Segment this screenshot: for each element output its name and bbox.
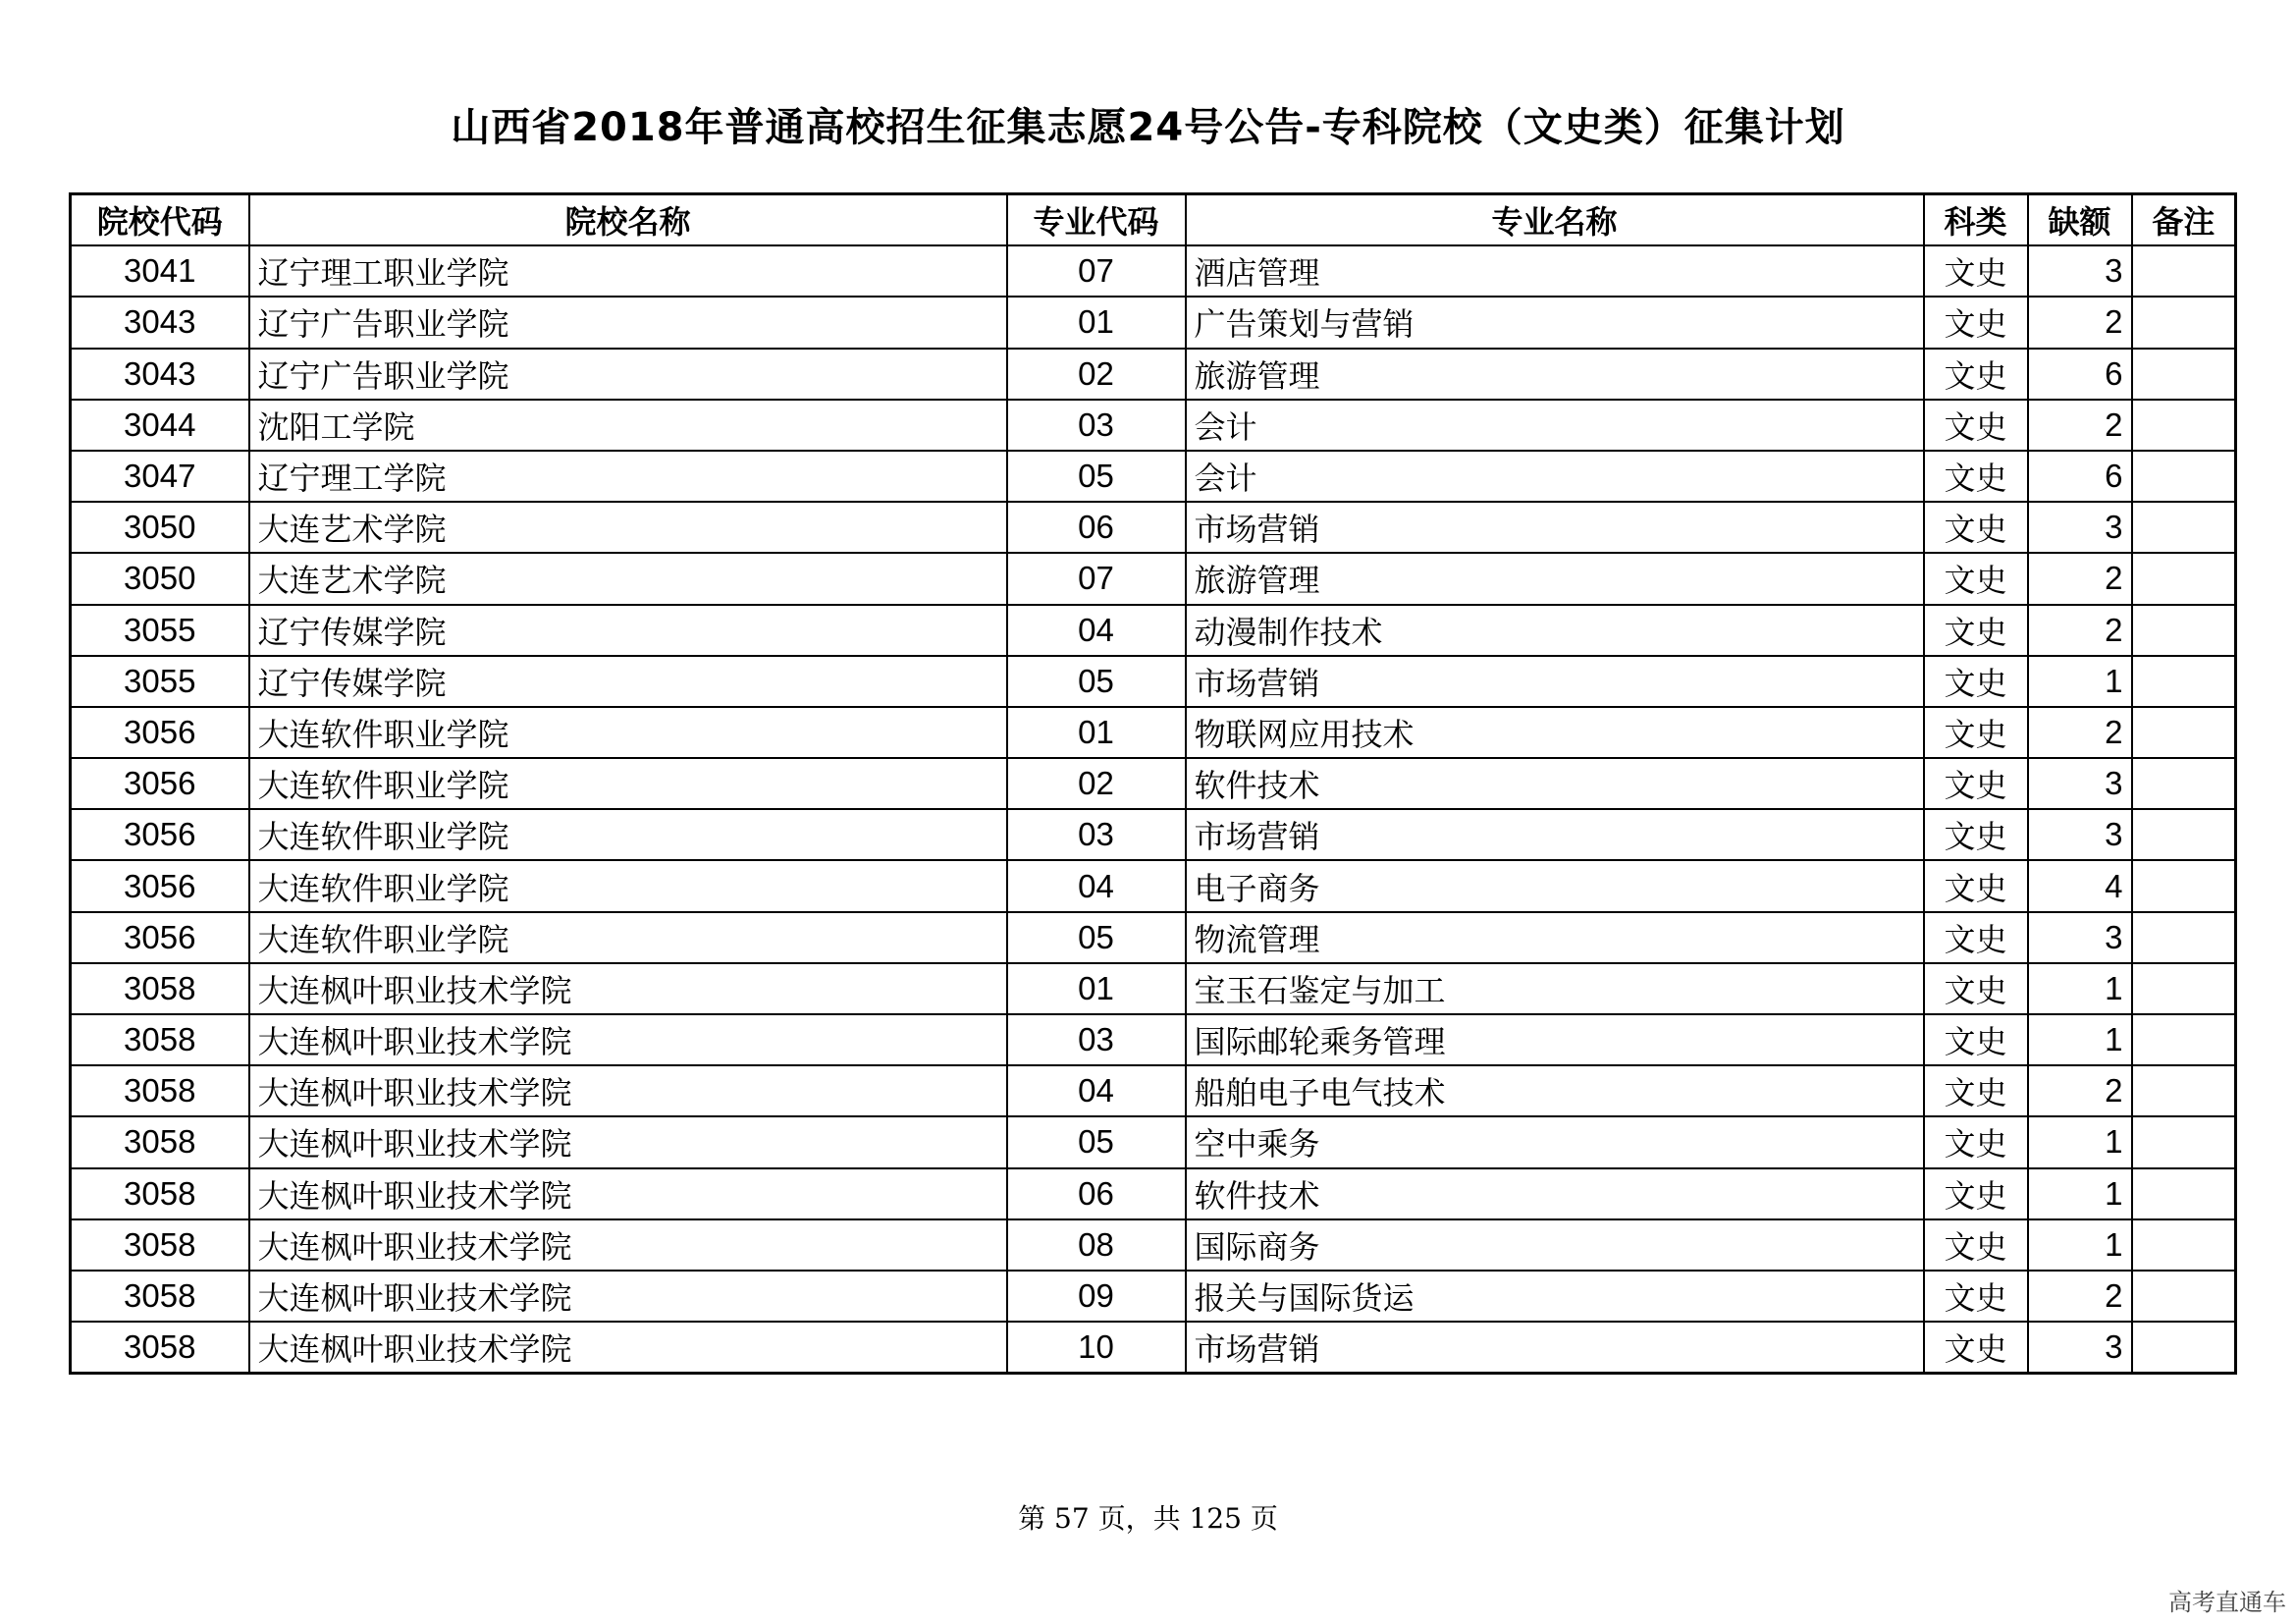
major-code-cell: 07 <box>1007 245 1186 297</box>
table-row <box>71 553 2236 604</box>
table-row <box>71 245 2236 297</box>
school-code-cell: 3056 <box>71 707 249 758</box>
school-name-cell: 大连枫叶职业技术学院 <box>249 1219 1007 1271</box>
school-code-cell: 3041 <box>71 245 249 297</box>
remark-cell <box>2132 349 2236 400</box>
school-name-cell: 大连枫叶职业技术学院 <box>249 1065 1007 1116</box>
vacancy-cell: 2 <box>2028 553 2132 604</box>
major-name-cell: 船舶电子电气技术 <box>1186 1065 1924 1116</box>
table-row <box>71 758 2236 809</box>
school-name-cell: 大连软件职业学院 <box>249 860 1007 911</box>
category-cell: 文史 <box>1924 912 2028 963</box>
major-code-cell: 07 <box>1007 553 1186 604</box>
remark-cell <box>2132 809 2236 860</box>
major-name-cell: 软件技术 <box>1186 758 1924 809</box>
vacancy-cell: 1 <box>2028 1014 2132 1065</box>
major-code-cell: 05 <box>1007 451 1186 502</box>
vacancy-cell: 3 <box>2028 1322 2132 1374</box>
remark-cell <box>2132 963 2236 1014</box>
table-row <box>71 400 2236 451</box>
vacancy-cell: 6 <box>2028 349 2132 400</box>
remark-cell <box>2132 1271 2236 1322</box>
table-row <box>71 297 2236 348</box>
remark-cell <box>2132 707 2236 758</box>
remark-cell <box>2132 1116 2236 1167</box>
school-name-cell: 大连枫叶职业技术学院 <box>249 1014 1007 1065</box>
school-name-cell: 大连艺术学院 <box>249 502 1007 553</box>
major-name-cell: 市场营销 <box>1186 502 1924 553</box>
category-cell: 文史 <box>1924 707 2028 758</box>
table-row <box>71 1219 2236 1271</box>
table-row <box>71 656 2236 707</box>
table-row <box>71 502 2236 553</box>
major-name-cell: 报关与国际货运 <box>1186 1271 1924 1322</box>
major-name-cell: 动漫制作技术 <box>1186 605 1924 656</box>
school-code-cell: 3058 <box>71 1014 249 1065</box>
table-header-row <box>71 194 2236 246</box>
category-cell: 文史 <box>1924 963 2028 1014</box>
table-row <box>71 809 2236 860</box>
major-code-cell: 02 <box>1007 758 1186 809</box>
table-row <box>71 860 2236 911</box>
major-name-cell: 会计 <box>1186 451 1924 502</box>
vacancy-cell: 2 <box>2028 1065 2132 1116</box>
school-code-cell: 3058 <box>71 1065 249 1116</box>
category-cell: 文史 <box>1924 1014 2028 1065</box>
school-name-cell: 辽宁广告职业学院 <box>249 297 1007 348</box>
school-code-cell: 3043 <box>71 297 249 348</box>
major-code-cell: 10 <box>1007 1322 1186 1374</box>
category-cell: 文史 <box>1924 605 2028 656</box>
school-name-cell: 辽宁理工职业学院 <box>249 245 1007 297</box>
school-name-cell: 大连软件职业学院 <box>249 758 1007 809</box>
school-code-cell: 3043 <box>71 349 249 400</box>
major-name-cell: 物联网应用技术 <box>1186 707 1924 758</box>
school-code-cell: 3056 <box>71 809 249 860</box>
major-name-cell: 市场营销 <box>1186 809 1924 860</box>
school-name-cell: 大连枫叶职业技术学院 <box>249 1116 1007 1167</box>
remark-cell <box>2132 1322 2236 1374</box>
vacancy-cell: 3 <box>2028 809 2132 860</box>
school-name-cell: 大连软件职业学院 <box>249 809 1007 860</box>
major-name-cell: 国际商务 <box>1186 1219 1924 1271</box>
table-row <box>71 349 2236 400</box>
remark-cell <box>2132 912 2236 963</box>
category-cell: 文史 <box>1924 1271 2028 1322</box>
vacancy-cell: 1 <box>2028 1168 2132 1219</box>
school-code-cell: 3058 <box>71 1168 249 1219</box>
major-code-cell: 06 <box>1007 502 1186 553</box>
table-row <box>71 605 2236 656</box>
header-remark: 备注 <box>2132 194 2236 246</box>
vacancy-cell: 2 <box>2028 707 2132 758</box>
major-name-cell: 旅游管理 <box>1186 553 1924 604</box>
remark-cell <box>2132 553 2236 604</box>
school-code-cell: 3056 <box>71 912 249 963</box>
enrollment-plan-table <box>69 192 2237 1375</box>
table-row <box>71 1322 2236 1374</box>
vacancy-cell: 1 <box>2028 1116 2132 1167</box>
category-cell: 文史 <box>1924 451 2028 502</box>
remark-cell <box>2132 245 2236 297</box>
major-code-cell: 05 <box>1007 912 1186 963</box>
category-cell: 文史 <box>1924 656 2028 707</box>
table-row <box>71 1116 2236 1167</box>
school-code-cell: 3044 <box>71 400 249 451</box>
category-cell: 文史 <box>1924 1322 2028 1374</box>
school-name-cell: 辽宁传媒学院 <box>249 656 1007 707</box>
remark-cell <box>2132 860 2236 911</box>
major-name-cell: 广告策划与营销 <box>1186 297 1924 348</box>
vacancy-cell: 6 <box>2028 451 2132 502</box>
table-row <box>71 707 2236 758</box>
vacancy-cell: 3 <box>2028 912 2132 963</box>
category-cell: 文史 <box>1924 1065 2028 1116</box>
header-category: 科类 <box>1924 194 2028 246</box>
category-cell: 文史 <box>1924 809 2028 860</box>
table-row <box>71 912 2236 963</box>
major-code-cell: 05 <box>1007 656 1186 707</box>
major-name-cell: 市场营销 <box>1186 656 1924 707</box>
table-row <box>71 451 2236 502</box>
major-name-cell: 旅游管理 <box>1186 349 1924 400</box>
school-name-cell: 辽宁理工学院 <box>249 451 1007 502</box>
category-cell: 文史 <box>1924 1116 2028 1167</box>
category-cell: 文史 <box>1924 400 2028 451</box>
document-title: 山西省2018年普通高校招生征集志愿24号公告-专科院校（文史类）征集计划 <box>451 105 1845 150</box>
vacancy-cell: 2 <box>2028 400 2132 451</box>
major-code-cell: 03 <box>1007 1014 1186 1065</box>
major-name-cell: 酒店管理 <box>1186 245 1924 297</box>
category-cell: 文史 <box>1924 1168 2028 1219</box>
vacancy-cell: 3 <box>2028 245 2132 297</box>
remark-cell <box>2132 400 2236 451</box>
remark-cell <box>2132 297 2236 348</box>
remark-cell <box>2132 605 2236 656</box>
school-name-cell: 大连软件职业学院 <box>249 912 1007 963</box>
category-cell: 文史 <box>1924 502 2028 553</box>
school-name-cell: 大连枫叶职业技术学院 <box>249 963 1007 1014</box>
remark-cell <box>2132 1065 2236 1116</box>
school-name-cell: 大连艺术学院 <box>249 553 1007 604</box>
major-code-cell: 01 <box>1007 707 1186 758</box>
category-cell: 文史 <box>1924 860 2028 911</box>
remark-cell <box>2132 1014 2236 1065</box>
table-row <box>71 1065 2236 1116</box>
category-cell: 文史 <box>1924 758 2028 809</box>
category-cell: 文史 <box>1924 297 2028 348</box>
category-cell: 文史 <box>1924 245 2028 297</box>
remark-cell <box>2132 1168 2236 1219</box>
vacancy-cell: 3 <box>2028 758 2132 809</box>
vacancy-cell: 2 <box>2028 297 2132 348</box>
school-code-cell: 3058 <box>71 1219 249 1271</box>
header-major-code: 专业代码 <box>1007 194 1186 246</box>
major-name-cell: 市场营销 <box>1186 1322 1924 1374</box>
vacancy-cell: 3 <box>2028 502 2132 553</box>
school-name-cell: 辽宁广告职业学院 <box>249 349 1007 400</box>
header-major-name: 专业名称 <box>1186 194 1924 246</box>
school-name-cell: 辽宁传媒学院 <box>249 605 1007 656</box>
major-name-cell: 空中乘务 <box>1186 1116 1924 1167</box>
school-code-cell: 3050 <box>71 502 249 553</box>
school-code-cell: 3058 <box>71 1322 249 1374</box>
major-name-cell: 会计 <box>1186 400 1924 451</box>
major-code-cell: 03 <box>1007 809 1186 860</box>
school-code-cell: 3058 <box>71 1116 249 1167</box>
major-code-cell: 05 <box>1007 1116 1186 1167</box>
major-name-cell: 国际邮轮乘务管理 <box>1186 1014 1924 1065</box>
major-code-cell: 02 <box>1007 349 1186 400</box>
remark-cell <box>2132 451 2236 502</box>
major-code-cell: 04 <box>1007 1065 1186 1116</box>
major-code-cell: 01 <box>1007 963 1186 1014</box>
vacancy-cell: 2 <box>2028 1271 2132 1322</box>
header-school-name: 院校名称 <box>249 194 1007 246</box>
school-code-cell: 3056 <box>71 758 249 809</box>
major-name-cell: 物流管理 <box>1186 912 1924 963</box>
major-code-cell: 03 <box>1007 400 1186 451</box>
table-row <box>71 963 2236 1014</box>
major-name-cell: 宝玉石鉴定与加工 <box>1186 963 1924 1014</box>
school-code-cell: 3050 <box>71 553 249 604</box>
table-body <box>71 245 2236 1374</box>
header-vacancy: 缺额 <box>2028 194 2132 246</box>
school-code-cell: 3058 <box>71 963 249 1014</box>
remark-cell <box>2132 656 2236 707</box>
major-code-cell: 04 <box>1007 860 1186 911</box>
header-school-code: 院校代码 <box>71 194 249 246</box>
enrollment-plan-table-container <box>69 192 2234 1375</box>
table-row <box>71 1271 2236 1322</box>
school-code-cell: 3058 <box>71 1271 249 1322</box>
major-code-cell: 01 <box>1007 297 1186 348</box>
school-name-cell: 大连枫叶职业技术学院 <box>249 1322 1007 1374</box>
school-name-cell: 沈阳工学院 <box>249 400 1007 451</box>
school-code-cell: 3047 <box>71 451 249 502</box>
remark-cell <box>2132 1219 2236 1271</box>
vacancy-cell: 1 <box>2028 1219 2132 1271</box>
remark-cell <box>2132 502 2236 553</box>
school-name-cell: 大连软件职业学院 <box>249 707 1007 758</box>
school-code-cell: 3055 <box>71 656 249 707</box>
vacancy-cell: 1 <box>2028 656 2132 707</box>
category-cell: 文史 <box>1924 553 2028 604</box>
category-cell: 文史 <box>1924 349 2028 400</box>
page-number-footer: 第 57 页，共 125 页 <box>1018 1502 1278 1535</box>
table-row <box>71 1168 2236 1219</box>
vacancy-cell: 4 <box>2028 860 2132 911</box>
school-name-cell: 大连枫叶职业技术学院 <box>249 1271 1007 1322</box>
school-code-cell: 3056 <box>71 860 249 911</box>
major-name-cell: 电子商务 <box>1186 860 1924 911</box>
vacancy-cell: 2 <box>2028 605 2132 656</box>
major-code-cell: 08 <box>1007 1219 1186 1271</box>
table-row <box>71 1014 2236 1065</box>
category-cell: 文史 <box>1924 1219 2028 1271</box>
vacancy-cell: 1 <box>2028 963 2132 1014</box>
remark-cell <box>2132 758 2236 809</box>
major-code-cell: 04 <box>1007 605 1186 656</box>
major-name-cell: 软件技术 <box>1186 1168 1924 1219</box>
major-code-cell: 06 <box>1007 1168 1186 1219</box>
watermark-text: 高考直通车 <box>2168 1589 2286 1616</box>
school-name-cell: 大连枫叶职业技术学院 <box>249 1168 1007 1219</box>
school-code-cell: 3055 <box>71 605 249 656</box>
major-code-cell: 09 <box>1007 1271 1186 1322</box>
